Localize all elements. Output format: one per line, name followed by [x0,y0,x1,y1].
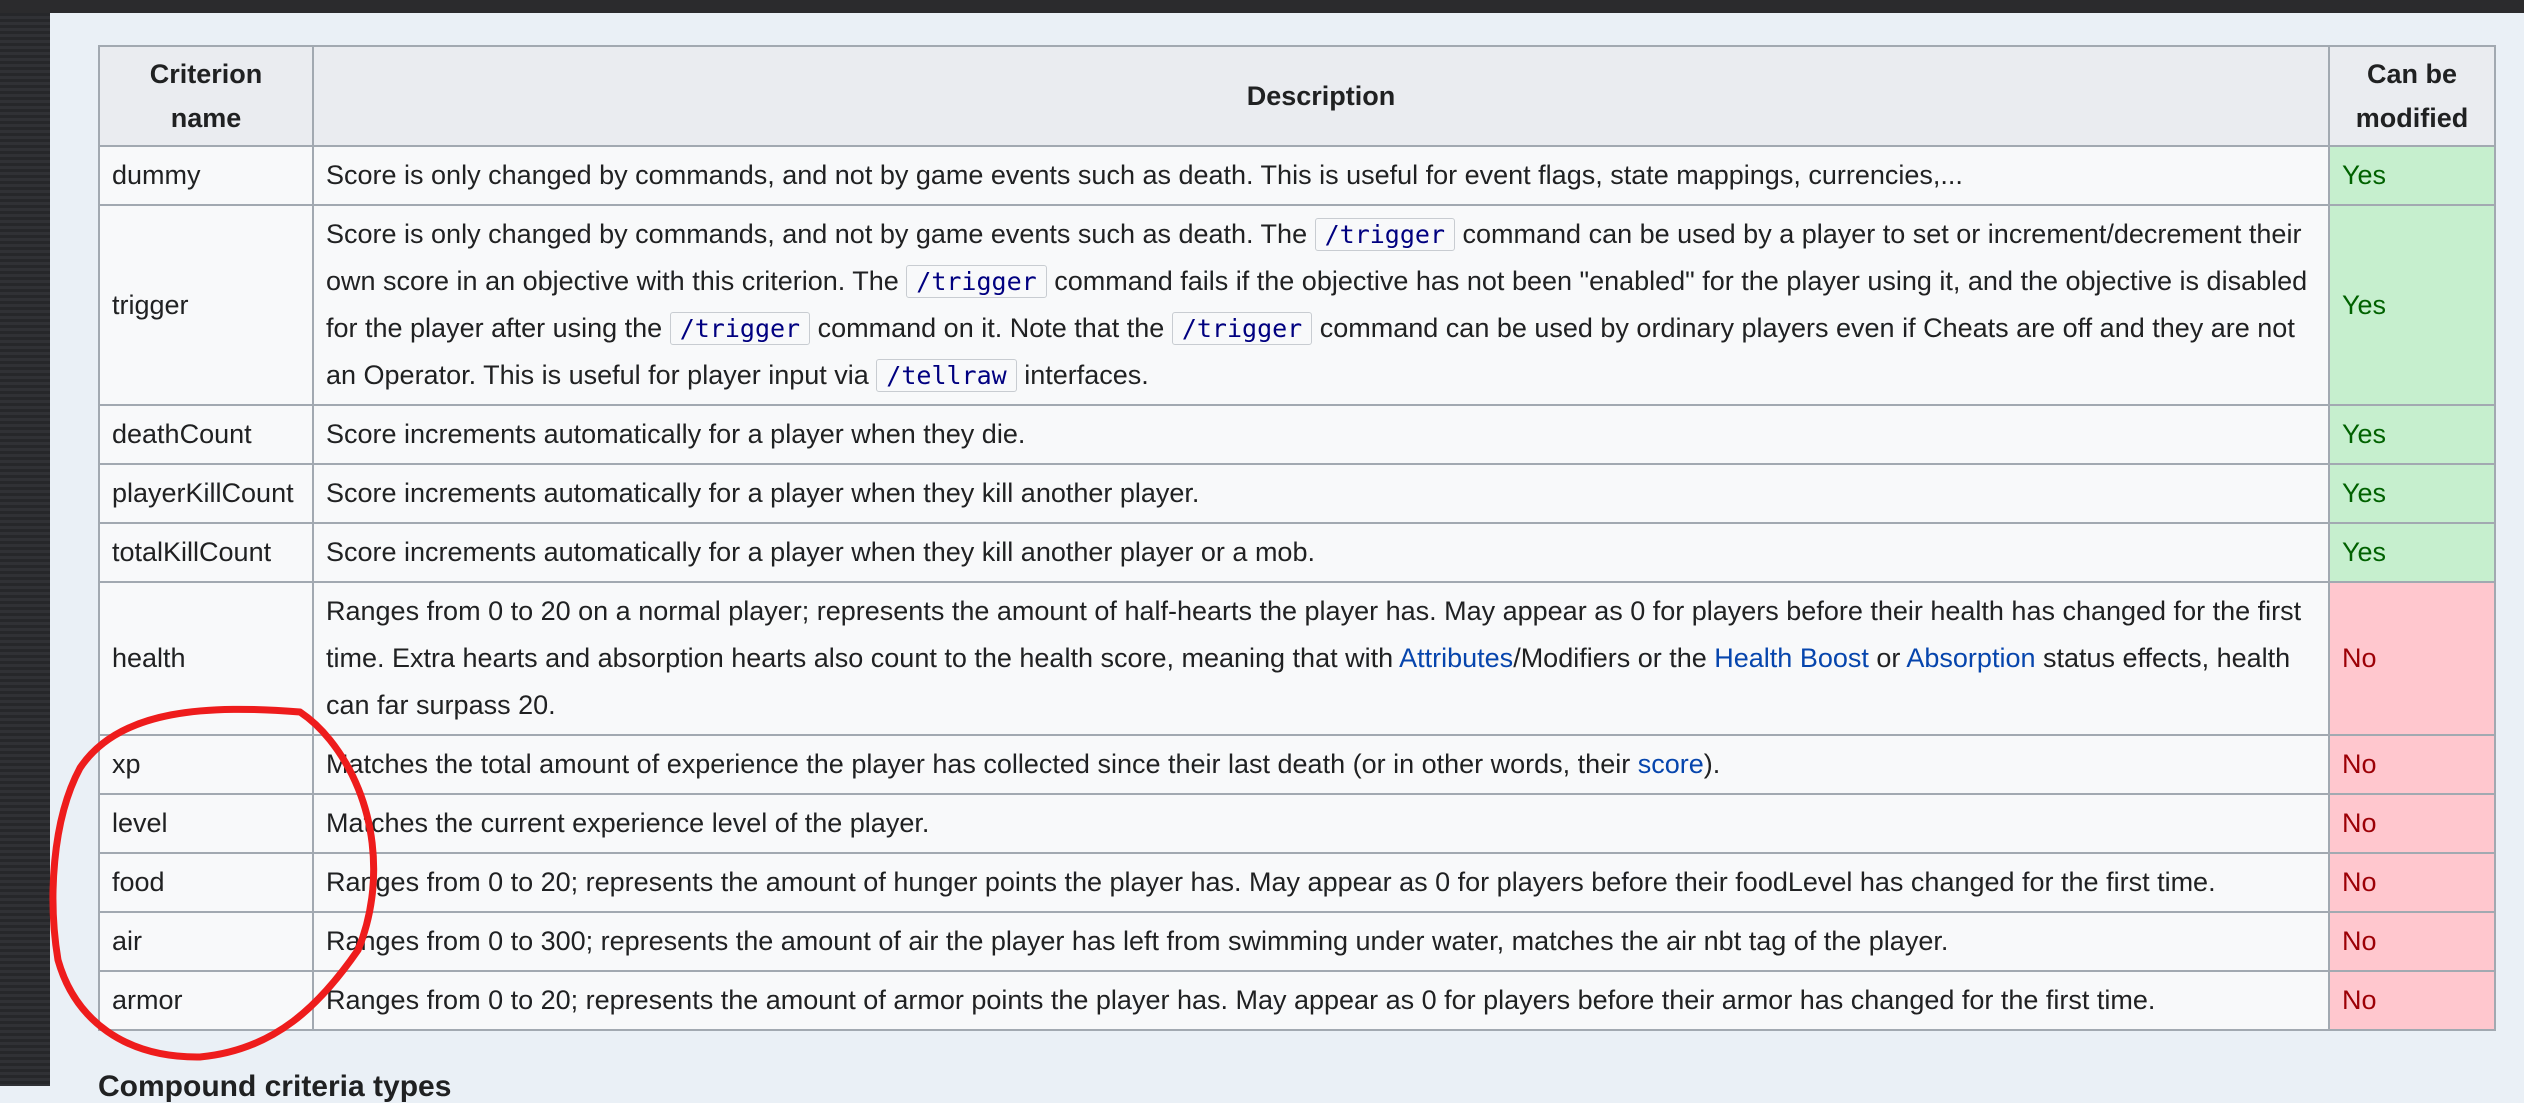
window-top-bar [0,0,2524,13]
criterion-name: level [99,794,313,853]
criterion-name: deathCount [99,405,313,464]
criterion-name: totalKillCount [99,523,313,582]
command-code: /tellraw [876,359,1016,392]
criterion-description: Ranges from 0 to 20; represents the amount of armor points the player has. May appear as 0 for players before their armor has changed for the first time. [313,971,2329,1030]
modifiable-badge: Yes [2329,464,2495,523]
criterion-description: Score increments automatically for a player when they kill another player. [313,464,2329,523]
score-link[interactable]: score [1637,749,1704,779]
description-text: ). [1703,749,1721,779]
criterion-description: Ranges from 0 to 20; represents the amount of hunger points the player has. May appear as 0 for players before their foodLevel has changed for the first time. [313,853,2329,912]
table-row [99,523,2495,582]
modifiable-badge: No [2329,794,2495,853]
header-can-be-modified: Can be modified [2329,46,2495,146]
criterion-description: Score increments automatically for a player when they kill another player or a mob. [313,523,2329,582]
table-row [99,735,2495,794]
modifiable-badge: No [2329,735,2495,794]
criterion-description [313,582,2329,735]
command-code: /trigger [1315,218,1455,251]
modifiable-badge: Yes [2329,205,2495,405]
description-text: command can be used by ordinary players even if Cheats are off and they are not an Operator. This is useful for player input via [326,313,2295,390]
header-description: Description [313,46,2329,146]
description-text: Ranges from 0 to 20 on a normal player; represents the amount of half-hearts the player has. May appear as 0 for players before their health has changed for the first time. Extra hearts and absorption hearts also count to the health score, meaning that with [326,596,2302,673]
criterion-name: health [99,582,313,735]
description-text: status effects, health can far surpass 20. [326,643,2291,720]
table-row [99,853,2495,912]
modifiable-badge: No [2329,912,2495,971]
health-boost-link[interactable]: Health Boost [1714,643,1869,673]
description-text: command can be used by a player to set or increment/decrement their own score in an objective with this criterion. The [326,219,2302,296]
modifiable-badge: No [2329,853,2495,912]
criterion-description [313,735,2329,794]
criterion-description [313,205,2329,405]
table-row [99,582,2495,735]
table-row [99,405,2495,464]
modifiable-badge: Yes [2329,523,2495,582]
table-header-row [99,46,2495,146]
criterion-name: xp [99,735,313,794]
description-text: command on it. Note that the [810,313,1172,343]
header-criterion-name: Criterion name [99,46,313,146]
description-text: or [1868,643,1907,673]
table-row [99,912,2495,971]
criterion-name: trigger [99,205,313,405]
modifiable-badge: No [2329,582,2495,735]
next-section-heading: Compound criteria types [98,1070,452,1103]
command-code: /trigger [670,312,810,345]
table-row [99,971,2495,1030]
criterion-name: air [99,912,313,971]
criterion-name: dummy [99,146,313,205]
command-code: /trigger [906,265,1046,298]
absorption-link[interactable]: Absorption [1906,643,2036,673]
criterion-description: Score increments automatically for a player when they die. [313,405,2329,464]
modifiable-badge: Yes [2329,146,2495,205]
criteria-table [98,45,2496,1031]
description-text: /Modifiers or the [1513,643,1715,673]
table-row [99,464,2495,523]
modifiable-badge: Yes [2329,405,2495,464]
modifiable-badge: No [2329,971,2495,1030]
criterion-name: playerKillCount [99,464,313,523]
left-edge-strip [0,13,50,1086]
criterion-description: Ranges from 0 to 300; represents the amount of air the player has left from swimming under water, matches the air nbt tag of the player. [313,912,2329,971]
criterion-name: food [99,853,313,912]
table-row [99,794,2495,853]
description-text: Matches the total amount of experience the player has collected since their last death (or in other words, their [326,749,1638,779]
description-text: command fails if the objective has not been "enabled" for the player using it, and the objective is disabled for the player after using the [326,266,2308,343]
table-row [99,205,2495,405]
description-text: Score is only changed by commands, and not by game events such as death. The [326,219,1315,249]
description-text: interfaces. [1016,360,1149,390]
criterion-name: armor [99,971,313,1030]
table-row [99,146,2495,205]
command-code: /trigger [1172,312,1312,345]
criterion-description: Matches the current experience level of the player. [313,794,2329,853]
attributes-link[interactable]: Attributes [1399,643,1514,673]
criterion-description: Score is only changed by commands, and not by game events such as death. This is useful for event flags, state mappings, currencies,... [313,146,2329,205]
